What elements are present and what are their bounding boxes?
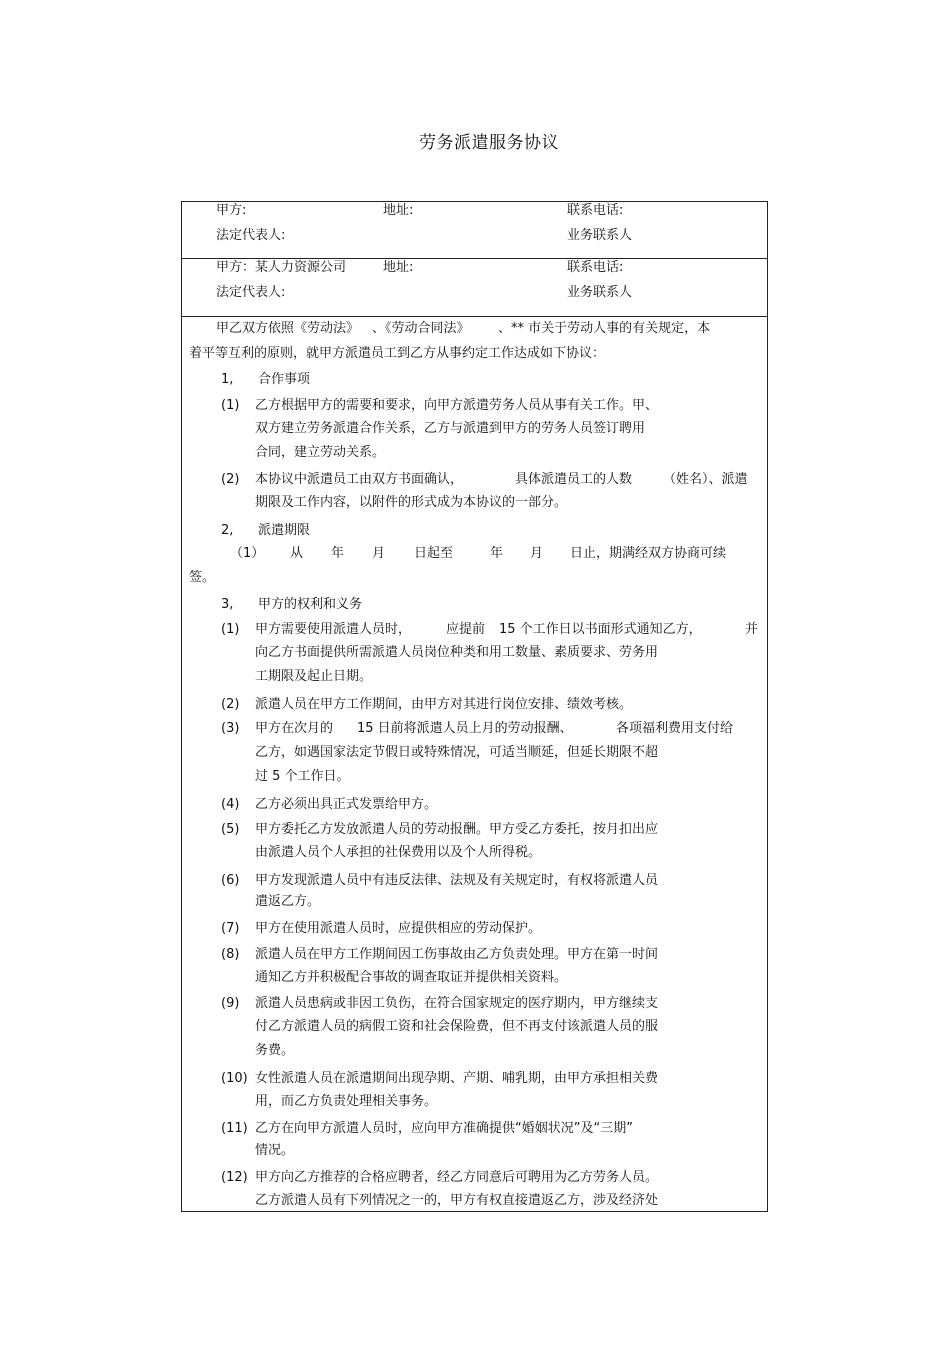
item-text: 乙方派遣人员有下列情况之一的，甲方有权直接遣返乙方，涉及经济处 bbox=[255, 1193, 659, 1208]
item-number: (5) bbox=[221, 822, 240, 837]
item-number: (7) bbox=[221, 921, 240, 936]
item-text: 具体派遣员工的人数 bbox=[515, 472, 633, 487]
item-text: 女性派遣人员在派遣期间出现孕期、产期、哺乳期，由甲方承担相关费 bbox=[255, 1071, 659, 1086]
section-number: 2, bbox=[221, 523, 234, 538]
term-text: 签。 bbox=[189, 570, 216, 585]
item-number: (4) bbox=[221, 797, 240, 812]
preamble-line: 、** 市关于劳动人事的有关规定，本 bbox=[498, 321, 711, 336]
item-text: 乙方在向甲方派遣人员时，应向甲方准确提供“婚姻状况”及“三期” bbox=[255, 1121, 633, 1136]
party-a-contact-label: 业务联系人 bbox=[567, 228, 633, 243]
item-text: 各项福利费用支付给 bbox=[616, 721, 734, 736]
item-number: （1） bbox=[230, 546, 265, 561]
item-text: 应提前 bbox=[446, 622, 486, 637]
preamble-line: 、《劳动合同法》 bbox=[372, 321, 470, 336]
item-number: (3) bbox=[221, 721, 240, 736]
preamble-line: 甲乙双方依照《劳动法》 bbox=[216, 321, 360, 336]
section-title: 派遣期限 bbox=[258, 523, 311, 538]
document-title: 劳务派遣服务协议 bbox=[419, 133, 559, 153]
section-number: 3, bbox=[221, 597, 234, 612]
section-title: 甲方的权利和义务 bbox=[258, 597, 363, 612]
item-text: 甲方需要使用派遣人员时， bbox=[255, 622, 412, 637]
item-text: 派遣人员在甲方工作期间，由甲方对其进行岗位安排、绩效考核。 bbox=[255, 697, 633, 712]
party-a-address-label: 地址: bbox=[383, 203, 414, 218]
item-text: 遣返乙方。 bbox=[255, 894, 321, 909]
term-text: 从 bbox=[290, 546, 304, 561]
item-text: （姓名）、派遣 bbox=[663, 472, 748, 487]
item-text: 甲方委托乙方发放派遣人员的劳动报酬。甲方受乙方委托，按月扣出应 bbox=[255, 822, 659, 837]
item-text: 派遣人员患病或非因工负伤，在符合国家规定的医疗期内，甲方继续支 bbox=[255, 996, 659, 1011]
item-text: 15 个工作日以书面形式通知乙方， bbox=[499, 622, 702, 637]
item-text: 甲方发现派遣人员中有违反法律、法规及有关规定时，有权将派遣人员 bbox=[255, 873, 659, 888]
party-b-address-label: 地址: bbox=[383, 260, 414, 275]
item-number: (1) bbox=[221, 622, 240, 637]
item-number: (9) bbox=[221, 996, 240, 1011]
item-text: 付乙方派遣人员的病假工资和社会保险费，但不再支付该派遣人员的服 bbox=[255, 1019, 659, 1034]
item-text: 合同，建立劳动关系。 bbox=[255, 445, 386, 460]
item-text: 期限及工作内容，以附件的形式成为本协议的一部分。 bbox=[255, 495, 568, 510]
item-text: 务费。 bbox=[255, 1043, 295, 1058]
term-text: 月 bbox=[372, 546, 386, 561]
item-number: (2) bbox=[221, 472, 240, 487]
party-b-rep-label: 法定代表人: bbox=[216, 285, 286, 300]
section-number: 1, bbox=[221, 372, 234, 387]
item-text: 过 5 个工作日。 bbox=[255, 769, 350, 784]
preamble-line: 着平等互利的原则，就甲方派遣员工到乙方从事约定工作达成如下协议： bbox=[189, 346, 606, 361]
item-text: 乙方根据甲方的需要和要求，向甲方派遣劳务人员从事有关工作。甲、 bbox=[255, 398, 659, 413]
term-text: 年 bbox=[331, 546, 345, 561]
item-text: 甲方在使用派遣人员时，应提供相应的劳动保护。 bbox=[255, 921, 542, 936]
section-title: 合作事项 bbox=[258, 372, 311, 387]
item-text: 并 bbox=[745, 622, 759, 637]
item-number: (10) bbox=[221, 1071, 248, 1086]
item-number: (2) bbox=[221, 697, 240, 712]
item-text: 由派遣人员个人承担的社保费用以及个人所得税。 bbox=[255, 845, 542, 860]
item-text: 乙方，如遇国家法定节假日或特殊情况，可适当顺延，但延长期限不超 bbox=[255, 745, 659, 760]
item-text: 甲方向乙方推荐的合格应聘者，经乙方同意后可聘用为乙方劳务人员。 bbox=[255, 1170, 659, 1185]
item-text: 乙方必须出具正式发票给甲方。 bbox=[255, 797, 438, 812]
item-text: 向乙方书面提供所需派遣人员岗位种类和用工数量、素质要求、劳务用 bbox=[255, 645, 659, 660]
term-text: 日起至 bbox=[414, 546, 454, 561]
item-text: 甲方在次月的 bbox=[255, 721, 334, 736]
item-text: 15 日前将派遣人员上月的劳动报酬、 bbox=[357, 721, 573, 736]
item-number: (11) bbox=[221, 1121, 248, 1136]
item-text: 双方建立劳务派遣合作关系，乙方与派遣到甲方的劳务人员签订聘用 bbox=[255, 421, 646, 436]
item-text: 工期限及起止日期。 bbox=[255, 669, 373, 684]
party-a-label: 甲方: bbox=[216, 203, 247, 218]
party-a-rep-label: 法定代表人: bbox=[216, 228, 286, 243]
item-text: 情况。 bbox=[255, 1143, 295, 1158]
term-text: 日止，期满经双方协商可续 bbox=[570, 546, 727, 561]
term-text: 月 bbox=[530, 546, 544, 561]
row-divider bbox=[181, 316, 768, 317]
item-text: 通知乙方并积极配合事故的调查取证并提供相关资料。 bbox=[255, 970, 568, 985]
item-text: 用，而乙方负责处理相关事务。 bbox=[255, 1094, 438, 1109]
party-a-phone-label: 联系电话: bbox=[567, 203, 624, 218]
item-text: 本协议中派遣员工由双方书面确认， bbox=[255, 472, 464, 487]
party-b-label: 甲方：某人力资源公司 bbox=[216, 260, 347, 275]
item-text: 派遣人员在甲方工作期间因工伤事故由乙方负责处理。甲方在第一时间 bbox=[255, 947, 659, 962]
item-number: (6) bbox=[221, 873, 240, 888]
item-number: (8) bbox=[221, 947, 240, 962]
party-b-contact-label: 业务联系人 bbox=[567, 285, 633, 300]
party-b-phone-label: 联系电话: bbox=[567, 260, 624, 275]
term-text: 年 bbox=[490, 546, 504, 561]
item-number: (1) bbox=[221, 398, 240, 413]
item-number: (12) bbox=[221, 1170, 248, 1185]
